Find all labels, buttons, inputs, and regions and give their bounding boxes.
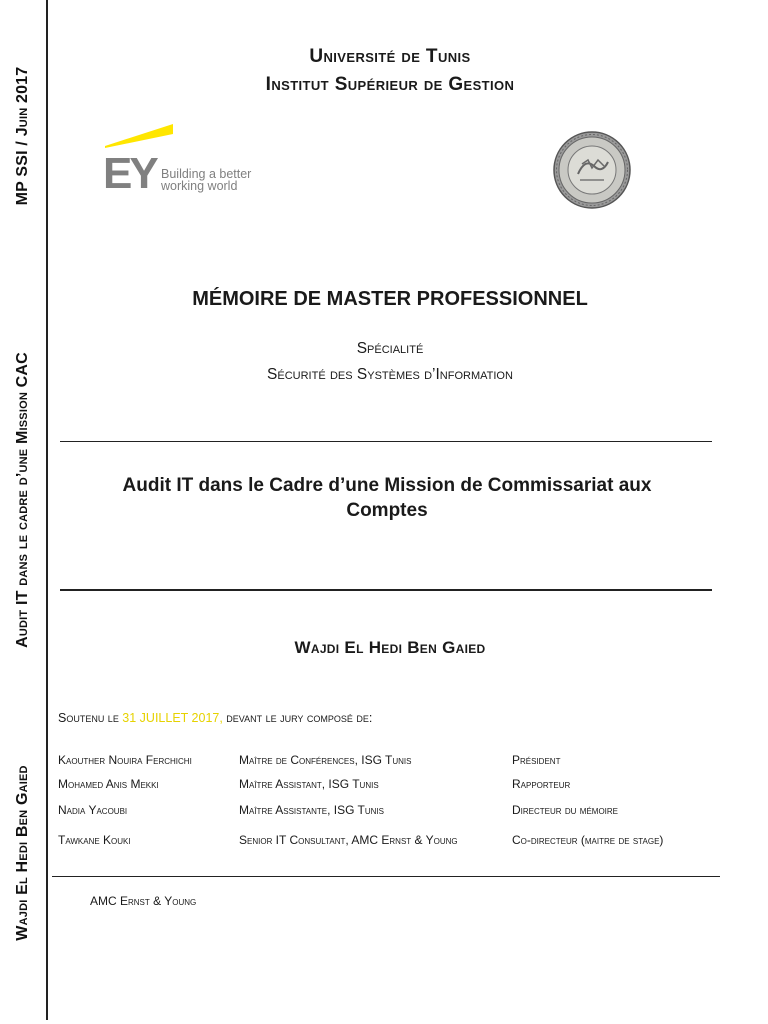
jury-member-title: Maître Assistante, ISG Tunis (239, 803, 384, 817)
thesis-title-line1: Audit IT dans le Cadre d’une Mission de Commissariat aux (122, 475, 652, 496)
divider-top (60, 441, 712, 442)
defense-suffix: devant le jury composé de: (222, 711, 373, 725)
specialty-name: Sécurité des Systèmes d’Information (267, 366, 513, 383)
jury-member-title: Senior IT Consultant, AMC Ernst & Young (239, 833, 458, 847)
divider-footer (52, 876, 720, 877)
spine-title: Audit IT dans le cadre d’une Mission CAC (14, 352, 31, 648)
ey-logo-letters: EY (103, 149, 156, 194)
defense-prefix: Soutenu le (58, 711, 123, 725)
jury-member-title: Maître de Conférences, ISG Tunis (239, 753, 412, 767)
jury-member-name: Kaouther Nouira Ferchichi (58, 753, 192, 767)
author-name: Wajdi El Hedi Ben Gaied (294, 638, 486, 657)
institute-name: Institut Supérieur de Gestion (265, 74, 515, 95)
university-name: Université de Tunis (309, 46, 471, 67)
thesis-title (90, 473, 684, 523)
ey-tagline-line1: Building a better (161, 167, 252, 181)
jury-member-role: Directeur du mémoire (512, 803, 619, 817)
jury-member-role: Co-directeur (maitre de stage) (512, 833, 664, 847)
defense-statement (58, 711, 372, 725)
jury-member-name: Tawkane Kouki (58, 833, 131, 847)
spine-author: Wajdi El Hedi Ben Gaied (14, 765, 31, 941)
specialty-label: Spécialité (356, 340, 424, 357)
thesis-title-line2: Comptes (346, 500, 428, 521)
book-spine (0, 0, 48, 1020)
jury-member-name: Nadia Yacoubi (58, 803, 128, 817)
host-company: AMC Ernst & Young (90, 894, 197, 908)
divider-bottom (60, 589, 712, 591)
defense-date: 31 JUILLET 2017, (122, 711, 223, 725)
document-type: MÉMOIRE DE MASTER PROFESSIONNEL (192, 288, 588, 310)
jury-member-name: Mohamed Anis Mekki (58, 777, 159, 791)
jury-member-role: Rapporteur (512, 777, 571, 791)
spine-degree-date: MP SSI / Juin 2017 (14, 66, 31, 206)
ey-logo (103, 122, 263, 194)
jury-member-role: Président (512, 753, 561, 767)
isg-seal-logo (552, 130, 632, 210)
jury-member-title: Maître Assistant, ISG Tunis (239, 777, 379, 791)
ey-tagline-line2: working world (161, 179, 238, 193)
ey-logo-accent (105, 124, 173, 148)
